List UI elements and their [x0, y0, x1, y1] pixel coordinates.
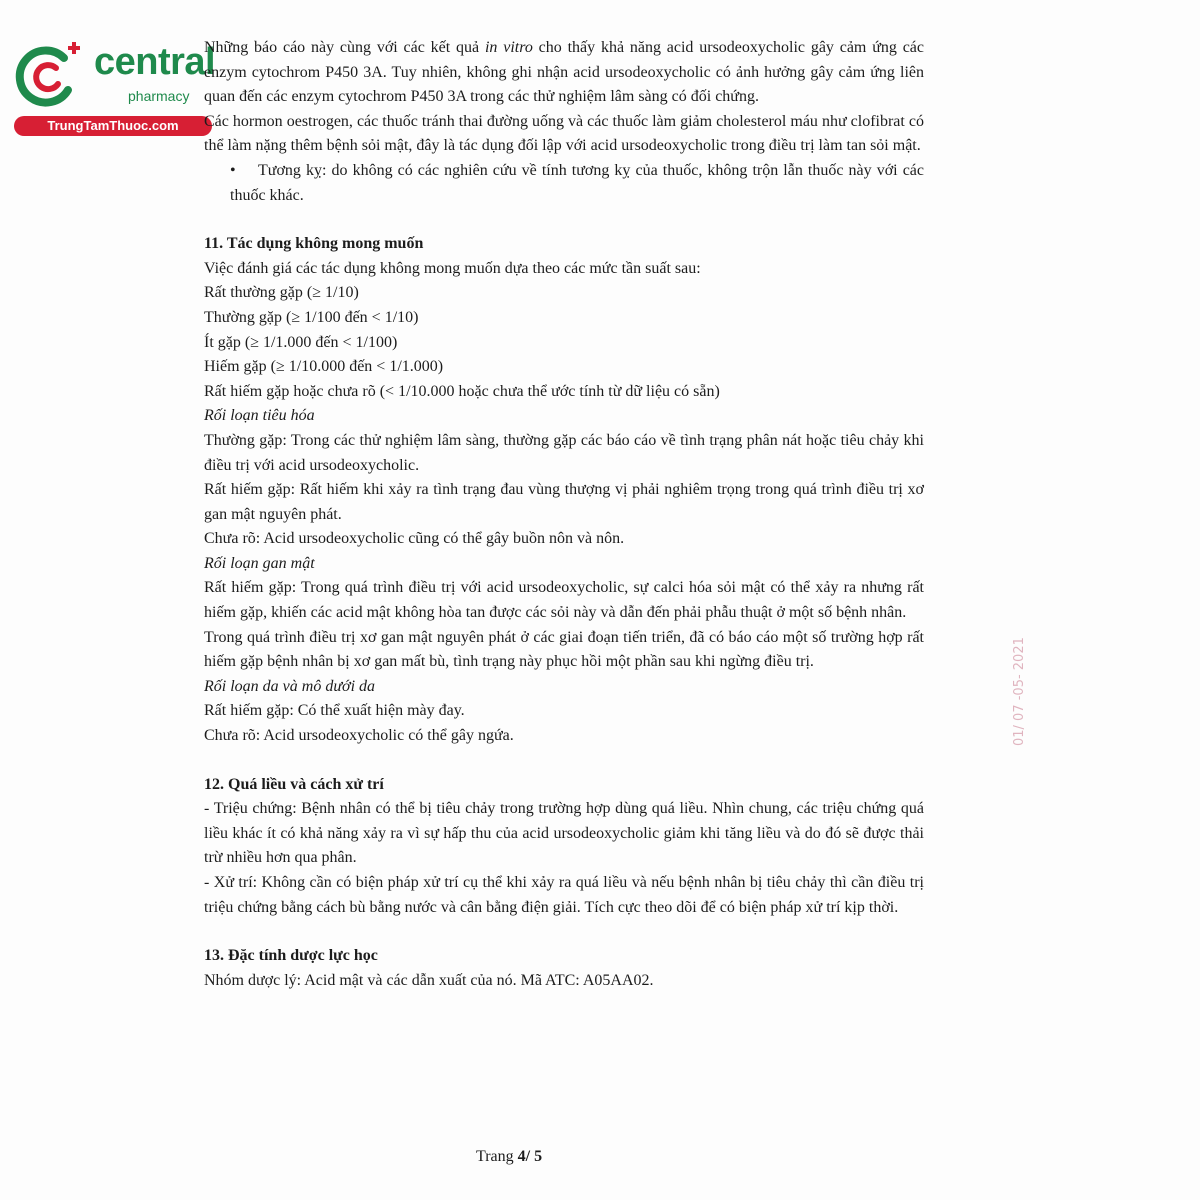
skin-very-rare: Rất hiếm gặp: Có thể xuất hiện mày đay.	[204, 702, 465, 720]
overdose-treatment: - Xử trí: Không cần có biện pháp xử trí cụ thể khi xảy ra quá liều và nếu bệnh nhân bị tiêu chảy thì cần điều trị triệu chứng bằng cách bù bằng nước và cân bằng điện giải. Tích cực theo dõi để có biện pháp xử trí kịp thời.	[204, 874, 924, 916]
skin-unknown: Chưa rõ: Acid ursodeoxycholic có thể gây ngứa.	[204, 727, 514, 745]
logo-subtitle: pharmacy	[128, 88, 190, 104]
frequency-very-rare: Rất hiếm gặp hoặc chưa rõ (< 1/10.000 hoặc chưa thể ước tính từ dữ liệu có sẵn)	[204, 382, 720, 400]
logo-brand: central	[94, 41, 216, 83]
central-pharmacy-logo	[10, 36, 216, 136]
section-11-intro: Việc đánh giá các tác dụng không mong muốn dựa theo các mức tần suất sau:	[204, 259, 701, 277]
document-body	[204, 36, 924, 993]
logo-c-icon	[12, 40, 84, 112]
hepatobiliary-cirrhosis: Trong quá trình điều trị xơ gan mật nguyên phát ở các giai đoạn tiến triển, đã có báo cáo một số trường hợp rất hiếm gặp bệnh nhân bị xơ gan mất bù, tình trạng này phục hồi một phần sau khi ngừng điều trị.	[204, 628, 924, 671]
digestive-common: Thường gặp: Trong các thử nghiệm lâm sàng, thường gặp các báo cáo về tình trạng phân nát hoặc tiêu chảy khi điều trị với acid ursodeoxycholic.	[204, 431, 924, 474]
paragraph-oestrogen: Các hormon oestrogen, các thuốc tránh thai đường uống và các thuốc làm giảm cholesterol máu như clofibrat có thể làm nặng thêm bệnh sỏi mật, đây là tác dụng đối lập với acid ursodeoxycholic trong điều trị làm tan sỏi mật.	[204, 112, 924, 155]
bullet-icon: •	[230, 161, 236, 179]
digestive-unknown: Chưa rõ: Acid ursodeoxycholic cũng có thể gây buồn nôn và nôn.	[204, 530, 625, 548]
section-12-heading: 12. Quá liều và cách xử trí	[204, 775, 384, 793]
section-11-heading: 11. Tác dụng không mong muốn	[204, 235, 424, 253]
frequency-uncommon: Ít gặp (≥ 1/1.000 đến < 1/100)	[204, 333, 398, 351]
frequency-common: Thường gặp (≥ 1/100 đến < 1/10)	[204, 308, 419, 326]
section-13-heading: 13. Đặc tính dược lực học	[204, 947, 378, 965]
pharmacology-group: Nhóm dược lý: Acid mật và các dẫn xuất của nó. Mã ATC: A05AA02.	[204, 971, 654, 989]
side-stamp: 01/ 07 -05- 2021	[1012, 637, 1027, 746]
frequency-very-common: Rất thường gặp (≥ 1/10)	[204, 284, 359, 302]
bullet-incompatibility: • Tương kỵ: do không có các nghiên cứu về tính tương kỵ của thuốc, không trộn lẫn thuốc này với các thuốc khác.	[204, 159, 924, 208]
paragraph-interactions: Những báo cáo này cùng với các kết quả in vitro cho thấy khả năng acid ursodeoxycholic gây cảm ứng các enzym cytochrom P450 3A. Tuy nhiên, không ghi nhận acid ursodeoxycholic có ảnh hưởng gây cảm ứng liên quan đến các enzym cytochrom P450 3A trong các thử nghiệm lâm sàng có đối chứng.	[204, 39, 924, 106]
subheading-digestive: Rối loạn tiêu hóa	[204, 407, 315, 425]
logo-banner: TrungTamThuoc.com	[14, 116, 212, 136]
subheading-hepatobiliary: Rối loạn gan mật	[204, 554, 315, 572]
overdose-symptoms: - Triệu chứng: Bệnh nhân có thể bị tiêu chảy trong trường hợp dùng quá liều. Nhìn chung, các triệu chứng quá liều khác ít có khả năng xảy ra vì sự hấp thu của acid ursodeoxycholic giảm khi tăng liều và do đó sẽ được thải trừ nhiều hơn qua phân.	[204, 800, 924, 867]
hepatobiliary-very-rare: Rất hiếm gặp: Trong quá trình điều trị với acid ursodeoxycholic, sự calci hóa sỏi mật có thể xảy ra nhưng rất hiếm gặp, khiến các acid mật không hòa tan được các sỏi này và dẫn đến phải phẫu thuật ở một số bệnh nhân.	[204, 579, 924, 622]
page-number: Trang 4/ 5	[476, 1148, 543, 1165]
frequency-rare: Hiếm gặp (≥ 1/10.000 đến < 1/1.000)	[204, 358, 444, 376]
subheading-skin: Rối loạn da và mô dưới da	[204, 677, 376, 695]
digestive-very-rare: Rất hiếm gặp: Rất hiếm khi xảy ra tình trạng đau vùng thượng vị phải nghiêm trọng trong quá trình điều trị xơ gan mật nguyên phát.	[204, 481, 924, 523]
